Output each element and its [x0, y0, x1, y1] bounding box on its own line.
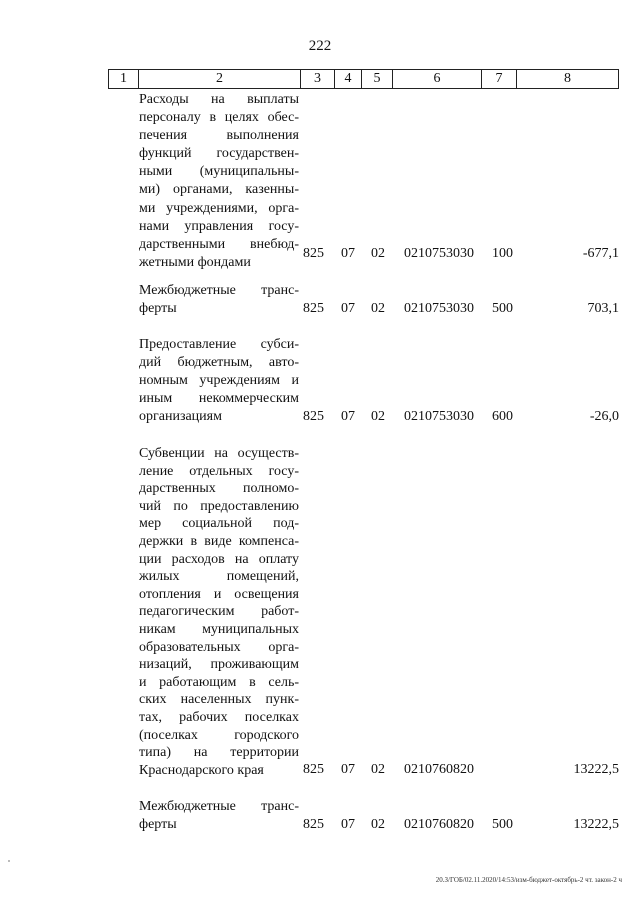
description-line: ских населенных пунк- — [139, 692, 299, 708]
description-line: мер социальной под- — [139, 516, 299, 532]
description-line: дарственных полномо- — [139, 481, 299, 497]
scan-artifact — [8, 860, 10, 862]
column-header-row — [108, 69, 619, 89]
description-line: и работающим в сель- — [139, 674, 299, 690]
description-line: Расходы на выплаты — [139, 92, 299, 107]
grbs-code: 825 — [303, 301, 324, 316]
column-header-3: 3 — [301, 70, 335, 89]
column-header-8: 8 — [517, 70, 619, 89]
target-item-code: 0210760820 — [404, 817, 474, 832]
expense-type-code: 500 — [492, 301, 513, 316]
description-line: низаций, проживающим — [139, 657, 299, 673]
section-code: 07 — [341, 762, 355, 777]
description-line: образовательных орга- — [139, 639, 299, 655]
description-line: ми учреждениями, орга- — [139, 200, 299, 216]
subsection-code: 02 — [371, 817, 385, 832]
column-header-1: 1 — [109, 70, 139, 89]
row-description — [139, 798, 299, 834]
description-line: ферты — [139, 817, 177, 833]
expense-type-code: 600 — [492, 409, 513, 424]
grbs-code: 825 — [303, 817, 324, 832]
description-line: иным некоммерческим — [139, 391, 299, 407]
description-line: никам муниципальных — [139, 621, 299, 637]
description-line: функций государствен- — [139, 146, 299, 162]
description-line: педагогическим работ- — [139, 604, 299, 620]
table-row — [0, 445, 640, 779]
description-line: держки в виде компенса- — [139, 533, 299, 549]
row-description — [139, 282, 299, 318]
description-line: печения выполнения — [139, 128, 299, 144]
table-row — [0, 336, 640, 426]
description-line: ми) органами, казенны- — [139, 182, 299, 198]
description-line: ции расходов на оплату — [139, 551, 299, 567]
description-line: ными (муниципальны- — [139, 164, 299, 180]
table-row — [0, 91, 640, 270]
row-description — [139, 91, 299, 272]
description-line: чий по предоставлению — [139, 498, 299, 514]
grbs-code: 825 — [303, 409, 324, 424]
column-header-5: 5 — [362, 70, 393, 89]
page-number: 222 — [308, 38, 332, 54]
section-code: 07 — [341, 817, 355, 832]
description-line: дий бюджетным, авто- — [139, 355, 299, 371]
column-header-6: 6 — [393, 70, 482, 89]
expense-type-code: 100 — [492, 246, 513, 261]
description-line: жилых помещений, — [139, 569, 299, 585]
section-code: 07 — [341, 246, 355, 261]
description-line: Субвенции на осуществ- — [139, 446, 299, 461]
column-header-4: 4 — [335, 70, 362, 89]
description-line: жетными фондами — [139, 254, 251, 270]
description-line: (поселках городского — [139, 727, 299, 743]
target-item-code: 0210753030 — [404, 301, 474, 316]
target-item-code: 0210753030 — [404, 246, 474, 261]
description-line: типа) на территории — [139, 745, 299, 761]
description-line: тах, рабочих поселках — [139, 709, 299, 725]
description-line: персоналу в целях обес- — [139, 110, 299, 126]
description-line: Краснодарского края — [139, 762, 264, 778]
description-line: Межбюджетные транс- — [139, 799, 299, 814]
description-line: ферты — [139, 301, 177, 317]
description-line: Предоставление субси- — [139, 337, 299, 352]
subsection-code: 02 — [371, 301, 385, 316]
row-description — [139, 445, 299, 779]
amount: -677,1 — [582, 246, 619, 261]
description-line: ление отдельных госу- — [139, 463, 299, 479]
amount: -26,0 — [589, 409, 619, 424]
section-code: 07 — [341, 409, 355, 424]
description-line: дарственными внебюд- — [139, 236, 299, 252]
description-line: нами управления госу- — [139, 218, 299, 234]
amount: 13222,5 — [573, 817, 619, 832]
description-line: Межбюджетные транс- — [139, 283, 299, 298]
row-description — [139, 336, 299, 426]
subsection-code: 02 — [371, 762, 385, 777]
expense-type-code: 500 — [492, 817, 513, 832]
grbs-code: 825 — [303, 246, 324, 261]
grbs-code: 825 — [303, 762, 324, 777]
subsection-code: 02 — [371, 246, 385, 261]
column-header-2: 2 — [139, 70, 301, 89]
amount: 13222,5 — [573, 762, 619, 777]
target-item-code: 0210760820 — [404, 762, 474, 777]
target-item-code: 0210753030 — [404, 409, 474, 424]
column-header-7: 7 — [482, 70, 517, 89]
amount: 703,1 — [587, 301, 619, 316]
description-line: организациям — [139, 409, 222, 425]
table-row — [0, 798, 640, 834]
description-line: отопления и освещения — [139, 586, 299, 602]
footer-file-path: 20.З/ГОБ/02.11.2020/14:53/изм-бюджет-октябрь-2 чт. закон-2 ч — [435, 876, 622, 884]
description-line: номным учреждениям и — [139, 373, 299, 389]
subsection-code: 02 — [371, 409, 385, 424]
table-row — [0, 282, 640, 318]
section-code: 07 — [341, 301, 355, 316]
